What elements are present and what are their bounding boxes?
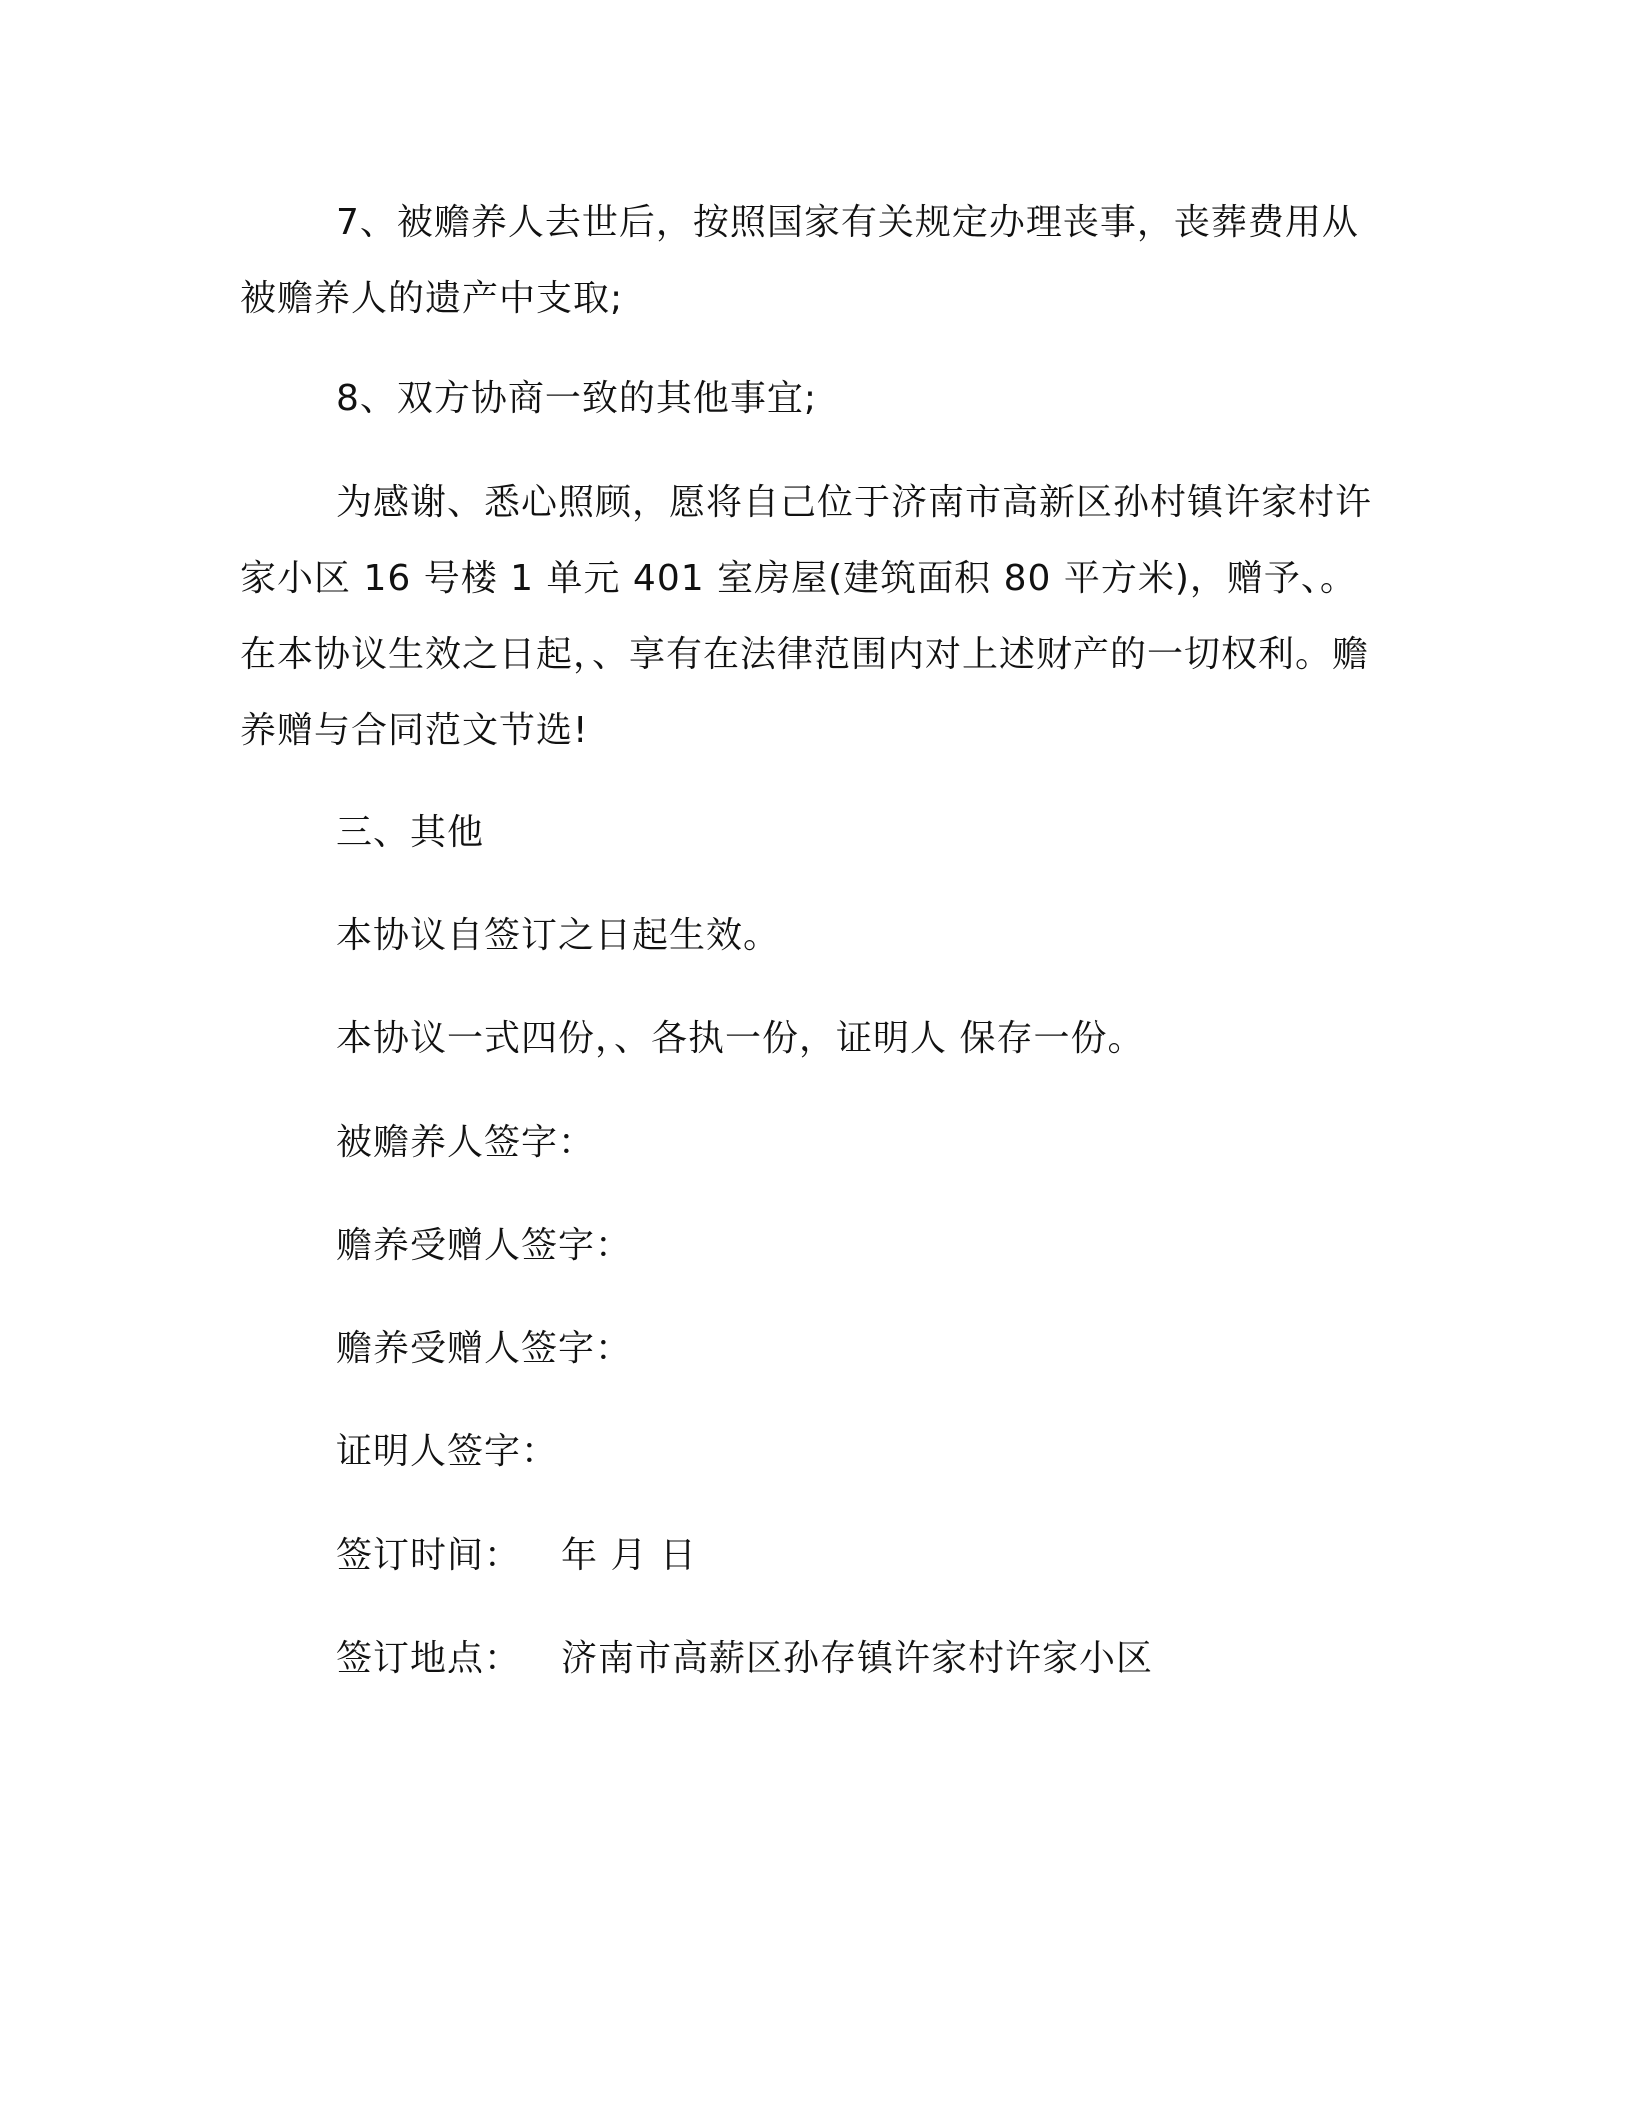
witness-signature-label: 证明人签字： [336, 1431, 559, 1472]
clause-8: 8、双方协商一致的其他事宜; [336, 378, 818, 419]
copies-clause: 本协议一式四份，、各执一份，证明人 保存一份。 [336, 1018, 1145, 1059]
supported-person-signature-label: 被赡养人签字： [336, 1122, 596, 1163]
section-heading-other: 三、其他 [336, 812, 485, 853]
signing-date-label: 签订时间： [336, 1535, 522, 1576]
signing-date [336, 1530, 697, 1582]
effective-clause: 本协议自签订之日起生效。 [336, 915, 781, 956]
signing-place [336, 1633, 1153, 1685]
clause-7: 7、被赡养人去世后，按照国家有关规定办理丧事，丧葬费用从被赡养人的遗产中支取; [240, 202, 1359, 319]
donee-signature-label-2: 赡养受赠人签字： [336, 1328, 633, 1369]
signing-place-label: 签订地点： [336, 1638, 522, 1679]
gift-paragraph: 为感谢、悉心照顾，愿将自己位于济南市高新区孙村镇许家村许家小区 16 号楼 1 单元 401 室房屋(建筑面积 80 平方米)，赠予、。在本协议生效之日起，、享有在法律范围内对上述财产的一切权利。赡养赠与合同范文节选! [240, 482, 1373, 751]
signing-date-value: 年 月 日 [561, 1535, 697, 1576]
signing-place-value: 济南市高薪区孙存镇许家村许家小区 [561, 1638, 1154, 1679]
donee-signature-label-1: 赡养受赠人签字： [336, 1225, 633, 1266]
